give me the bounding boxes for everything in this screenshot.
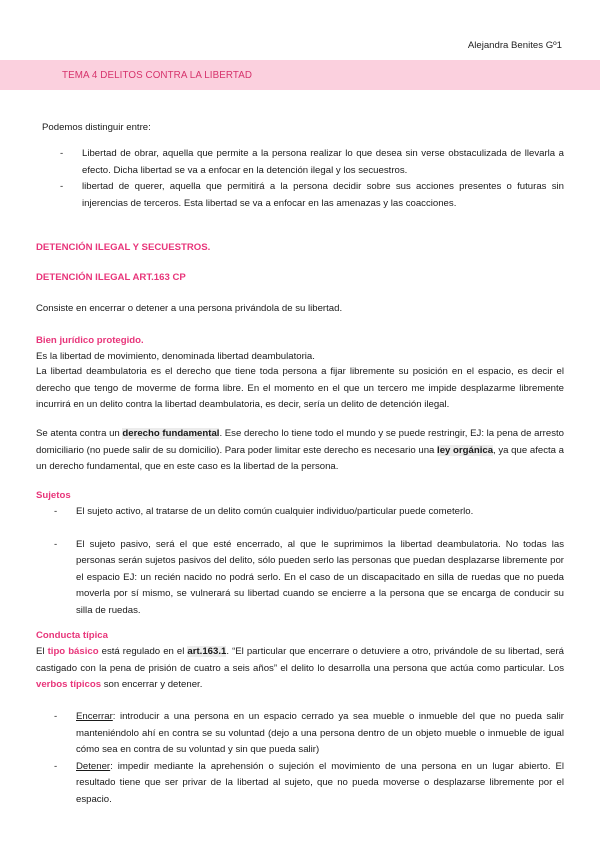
highlight-term: ley orgánica	[437, 444, 494, 456]
text-run: , ya que afecta a un derecho fundamental, que en este caso es la libertad de la persona.	[36, 444, 564, 472]
subheading-sujetos: Sujetos	[36, 490, 71, 501]
dash-bullet: -	[54, 760, 58, 772]
text-run: son encerrar y detener.	[101, 679, 203, 690]
dash-bullet: -	[54, 506, 58, 517]
list-item	[50, 537, 564, 620]
list-item-text: : impedir mediante la aprehensión o sujeción el movimiento de una persona en un lugar abierto. El resultado tiene que ser privar de la libertad al sujeto, que no pueda moverse o desplazarse libremente por el espacio.	[76, 760, 564, 805]
paragraph	[36, 644, 564, 694]
text-run: El	[36, 646, 48, 657]
highlight-term: derecho fundamental	[122, 428, 220, 439]
emphasis-term: verbos típicos	[36, 679, 102, 690]
page-title: TEMA 4 DELITOS CONTRA LA LIBERTAD	[62, 70, 253, 81]
dash-bullet: -	[54, 711, 58, 722]
sujetos-list	[50, 504, 564, 619]
dash-bullet: -	[60, 148, 64, 159]
list-item-text: El sujeto pasivo, será el que esté encerrado, al que le suprimimos la libertad deambulatoria. No todas las personas serán sujetos pasivos del delito, sólo pueden serlo las personas que puedan desplazarse libremente por el espacio EJ: un recién nacido no podrá serlo. En el caso de un discapacitado en silla de ruedas que no pueda moverla por sí mismo, se vulnerará su libertad cuando se encierre a la persona que se encarga de conducir su silla de ruedas.	[76, 538, 564, 616]
list-item	[50, 759, 564, 809]
term-encerrar: Encerrar	[76, 711, 113, 722]
list-item	[56, 146, 564, 179]
highlight-term: art.163.1	[187, 646, 227, 657]
list-item	[56, 179, 564, 212]
subheading-bien-juridico: Bien jurídico protegido.	[36, 335, 144, 346]
list-item	[50, 709, 564, 759]
list-item-text: : introducir a una persona en un espacio cerrado ya sea mueble o inmueble del que no pueda salir manteniéndolo ahí en contra se su voluntad (dejo a una persona dentro de un objeto mueble o inmueble de igual cómo sea en contra de su voluntad y sin que pueda salir)	[76, 711, 564, 755]
text-run: está regulado en el	[98, 646, 188, 657]
verbos-list	[50, 709, 564, 808]
dash-bullet: -	[60, 181, 64, 192]
emphasis-term: tipo básico	[47, 646, 99, 657]
author-name: Alejandra Benites Gº1	[467, 40, 562, 51]
text-run: . “El particular que encerrare o detuviere a otro, privándole de su libertad, será castigado con la pena de prisión de cuatro a seis años” el delito lo desarrolla una persona que actúa como particular. Los	[36, 646, 564, 674]
section-heading: DETENCIÓN ILEGAL Y SECUESTROS.	[36, 242, 211, 253]
text-run: Se atenta contra un	[36, 428, 123, 439]
dash-bullet: -	[54, 538, 58, 550]
term-detener: Detener	[76, 760, 111, 772]
list-item-text: Libertad de obrar, aquella que permite a la persona realizar lo que desea sin verse obstaculizada de llevarla a efecto. Dicha libertad se va a enfocar en la detención ilegal y los secuestros.	[82, 148, 564, 176]
section-heading: DETENCIÓN ILEGAL ART.163 CP	[36, 272, 186, 283]
paragraph: La libertad deambulatoria es el derecho que tiene toda persona a fijar libremente su posición en el espacio, es decir el derecho que tengo de moverme de forma libre. En el momento en el que un tercero me impide desplazarme libremente incurrirá en un delito contra la libertad deambulatoria, es decir, sería un delito de detención ilegal.	[36, 366, 564, 410]
subheading-conducta: Conducta típica	[36, 630, 108, 641]
intro-lead: Podemos distinguir entre:	[42, 122, 151, 133]
paragraph: Es la libertad de movimiento, denominada libertad deambulatoria.	[36, 351, 315, 362]
paragraph	[36, 426, 564, 476]
list-item	[50, 504, 564, 521]
list-item-text: libertad de querer, aquella que permitirá a la persona decidir sobre sus acciones presentes o futuras sin injerencias de terceros. Esta libertad se va a enfocar en las amenazas y las coacciones.	[82, 181, 564, 209]
list-item-text: El sujeto activo, al tratarse de un delito común cualquier individuo/particular puede cometerlo.	[76, 506, 474, 517]
definition-text: Consiste en encerrar o detener a una persona privándola de su libertad.	[36, 303, 343, 314]
text-run: . Ese derecho lo tiene todo el mundo y se puede restringir, EJ: la pena de arresto domiciliario (no puede salir de su domicilio). Para poder limitar este derecho es necesario una	[36, 428, 564, 456]
intro-list	[56, 146, 564, 212]
